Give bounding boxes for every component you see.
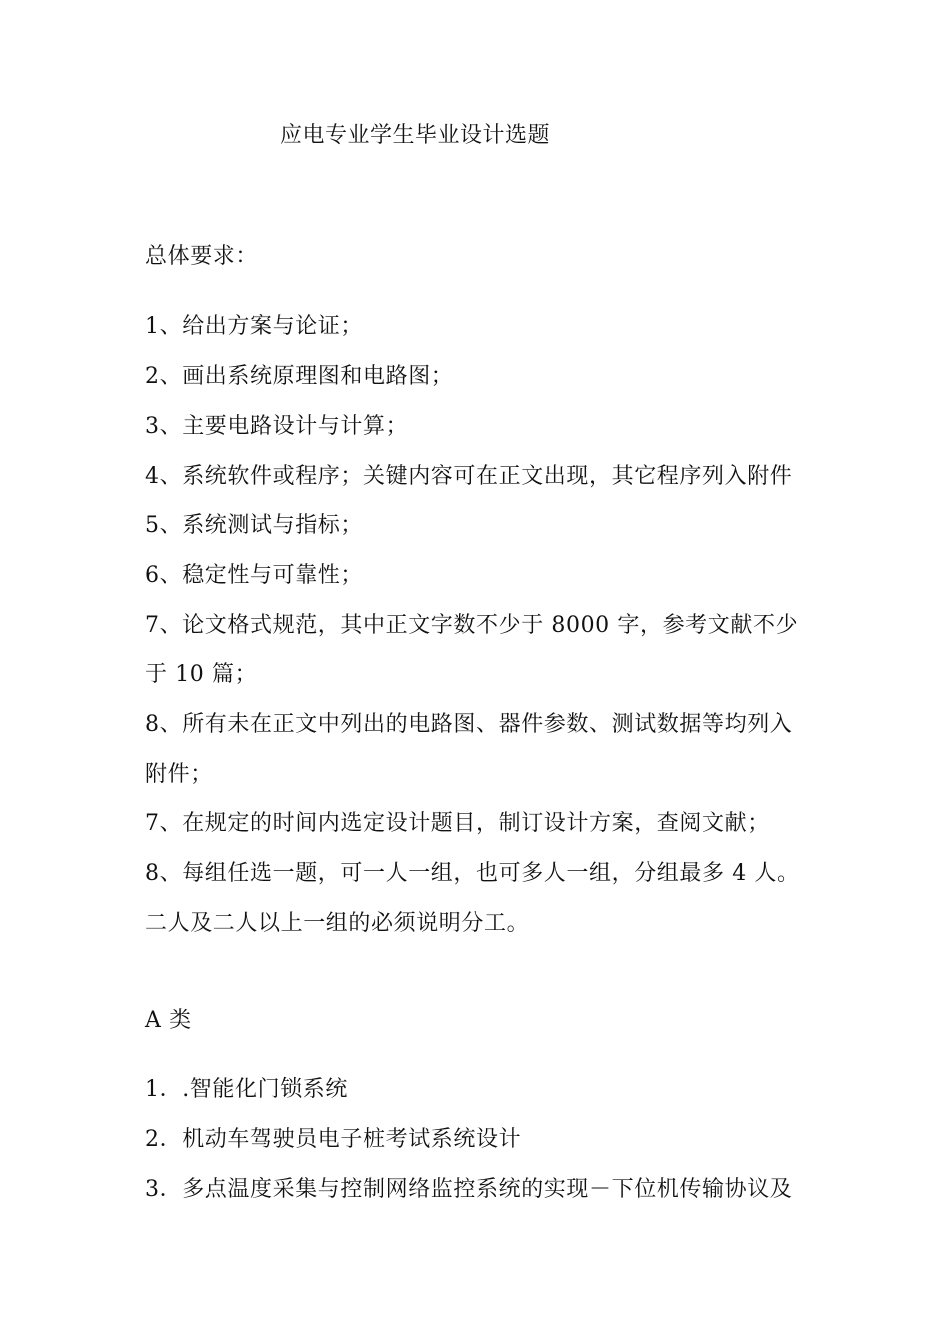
topic-item: 3．多点温度采集与控制网络监控系统的实现－下位机传输协议及 xyxy=(145,1177,793,1202)
requirement-item: 2、画出系统原理图和电路图； xyxy=(145,364,454,389)
requirement-item-continued: 附件； xyxy=(145,762,213,787)
requirement-item: 1、给出方案与论证； xyxy=(145,314,363,339)
requirement-item-continued: 二人及二人以上一组的必须说明分工。 xyxy=(145,911,530,936)
requirement-item: 3、主要电路设计与计算； xyxy=(145,414,409,439)
requirement-item: 4、系统软件或程序；关键内容可在正文出现，其它程序列入附件 xyxy=(145,464,793,489)
document-title: 应电专业学生毕业设计选题 xyxy=(280,123,551,148)
section-a-heading: A 类 xyxy=(145,1008,192,1033)
requirement-item-continued: 于 10 篇； xyxy=(145,662,258,687)
requirement-item: 6、稳定性与可靠性； xyxy=(145,563,363,588)
topic-item: 2．机动车驾驶员电子桩考试系统设计 xyxy=(145,1127,522,1152)
requirement-item: 8、每组任选一题，可一人一组，也可多人一组，分组最多 4 人。 xyxy=(145,861,800,886)
requirement-item: 7、在规定的时间内选定设计题目，制订设计方案，查阅文献； xyxy=(145,811,770,836)
requirement-item: 7、论文格式规范，其中正文字数不少于 8000 字，参考文献不少 xyxy=(145,613,799,638)
requirement-item: 5、系统测试与指标； xyxy=(145,513,363,538)
topic-item: 1．.智能化门锁系统 xyxy=(145,1077,348,1102)
requirements-heading: 总体要求： xyxy=(145,244,259,269)
requirement-item: 8、所有未在正文中列出的电路图、器件参数、测试数据等均列入 xyxy=(145,712,793,737)
